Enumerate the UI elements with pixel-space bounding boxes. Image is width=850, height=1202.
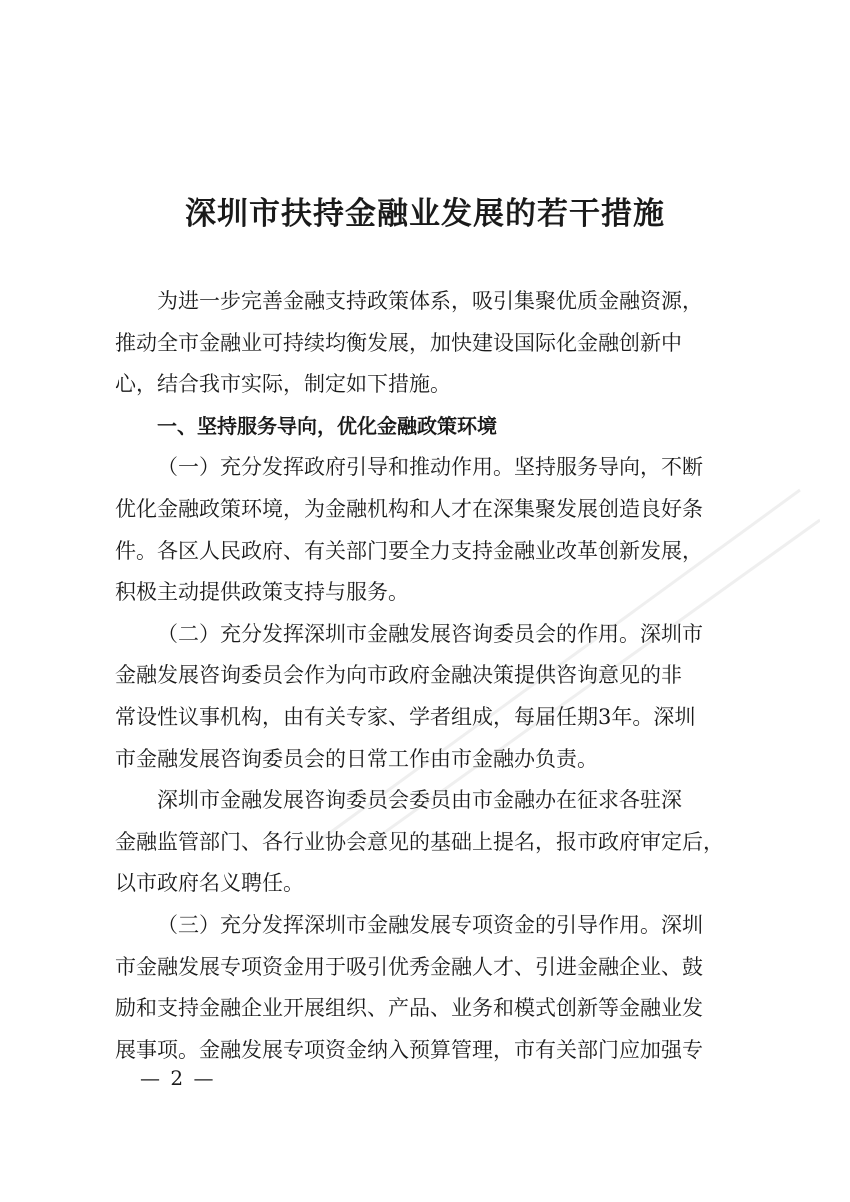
document-title: 深圳市扶持金融业发展的若干措施: [185, 196, 665, 232]
paragraph-line: 励和支持金融企业开展组织、产品、业务和模式创新等金融业发: [115, 996, 703, 1021]
paragraph-line: 积极主动提供政策支持与服务。: [115, 580, 409, 605]
section-heading: 一、坚持服务导向，优化金融政策环境: [157, 413, 497, 438]
paragraph-line: 以市政府名义聘任。: [115, 871, 304, 896]
paragraph-line: 市金融发展专项资金用于吸引优秀金融人才、引进金融企业、鼓: [115, 954, 703, 979]
paragraph-line: 常设性议事机构，由有关专家、学者组成，每届任期3年。深圳: [115, 704, 696, 729]
document-body: [115, 281, 755, 1071]
paragraph-line: 推动全市金融业可持续均衡发展，加快建设国际化金融创新中: [115, 330, 682, 355]
paragraph-line: （二）充分发挥深圳市金融发展咨询委员会的作用。深圳市: [157, 621, 703, 646]
paragraph-line: 金融监管部门、各行业协会意见的基础上提名，报市政府审定后，: [115, 829, 724, 854]
paragraph-line: 件。各区人民政府、有关部门要全力支持金融业改革创新发展，: [115, 538, 703, 563]
paragraph-line: （三）充分发挥深圳市金融发展专项资金的引导作用。深圳: [157, 912, 703, 937]
page-number: — 2 —: [140, 1066, 216, 1090]
paragraph-line: 深圳市金融发展咨询委员会委员由市金融办在征求各驻深: [157, 788, 682, 813]
paragraph-line: 优化金融政策环境，为金融机构和人才在深集聚发展创造良好条: [115, 496, 703, 521]
paragraph-line: 金融发展咨询委员会作为向市政府金融决策提供咨询意见的非: [115, 663, 682, 688]
paragraph-line: 展事项。金融发展专项资金纳入预算管理，市有关部门应加强专: [115, 1037, 703, 1062]
paragraph-line: 为进一步完善金融支持政策体系，吸引集聚优质金融资源，: [157, 289, 703, 313]
paragraph-line: （一）充分发挥政府引导和推动作用。坚持服务导向，不断: [157, 455, 703, 480]
paragraph-line: 心，结合我市实际，制定如下措施。: [115, 372, 451, 397]
paragraph-line: 市金融发展咨询委员会的日常工作由市金融办负责。: [115, 746, 598, 771]
